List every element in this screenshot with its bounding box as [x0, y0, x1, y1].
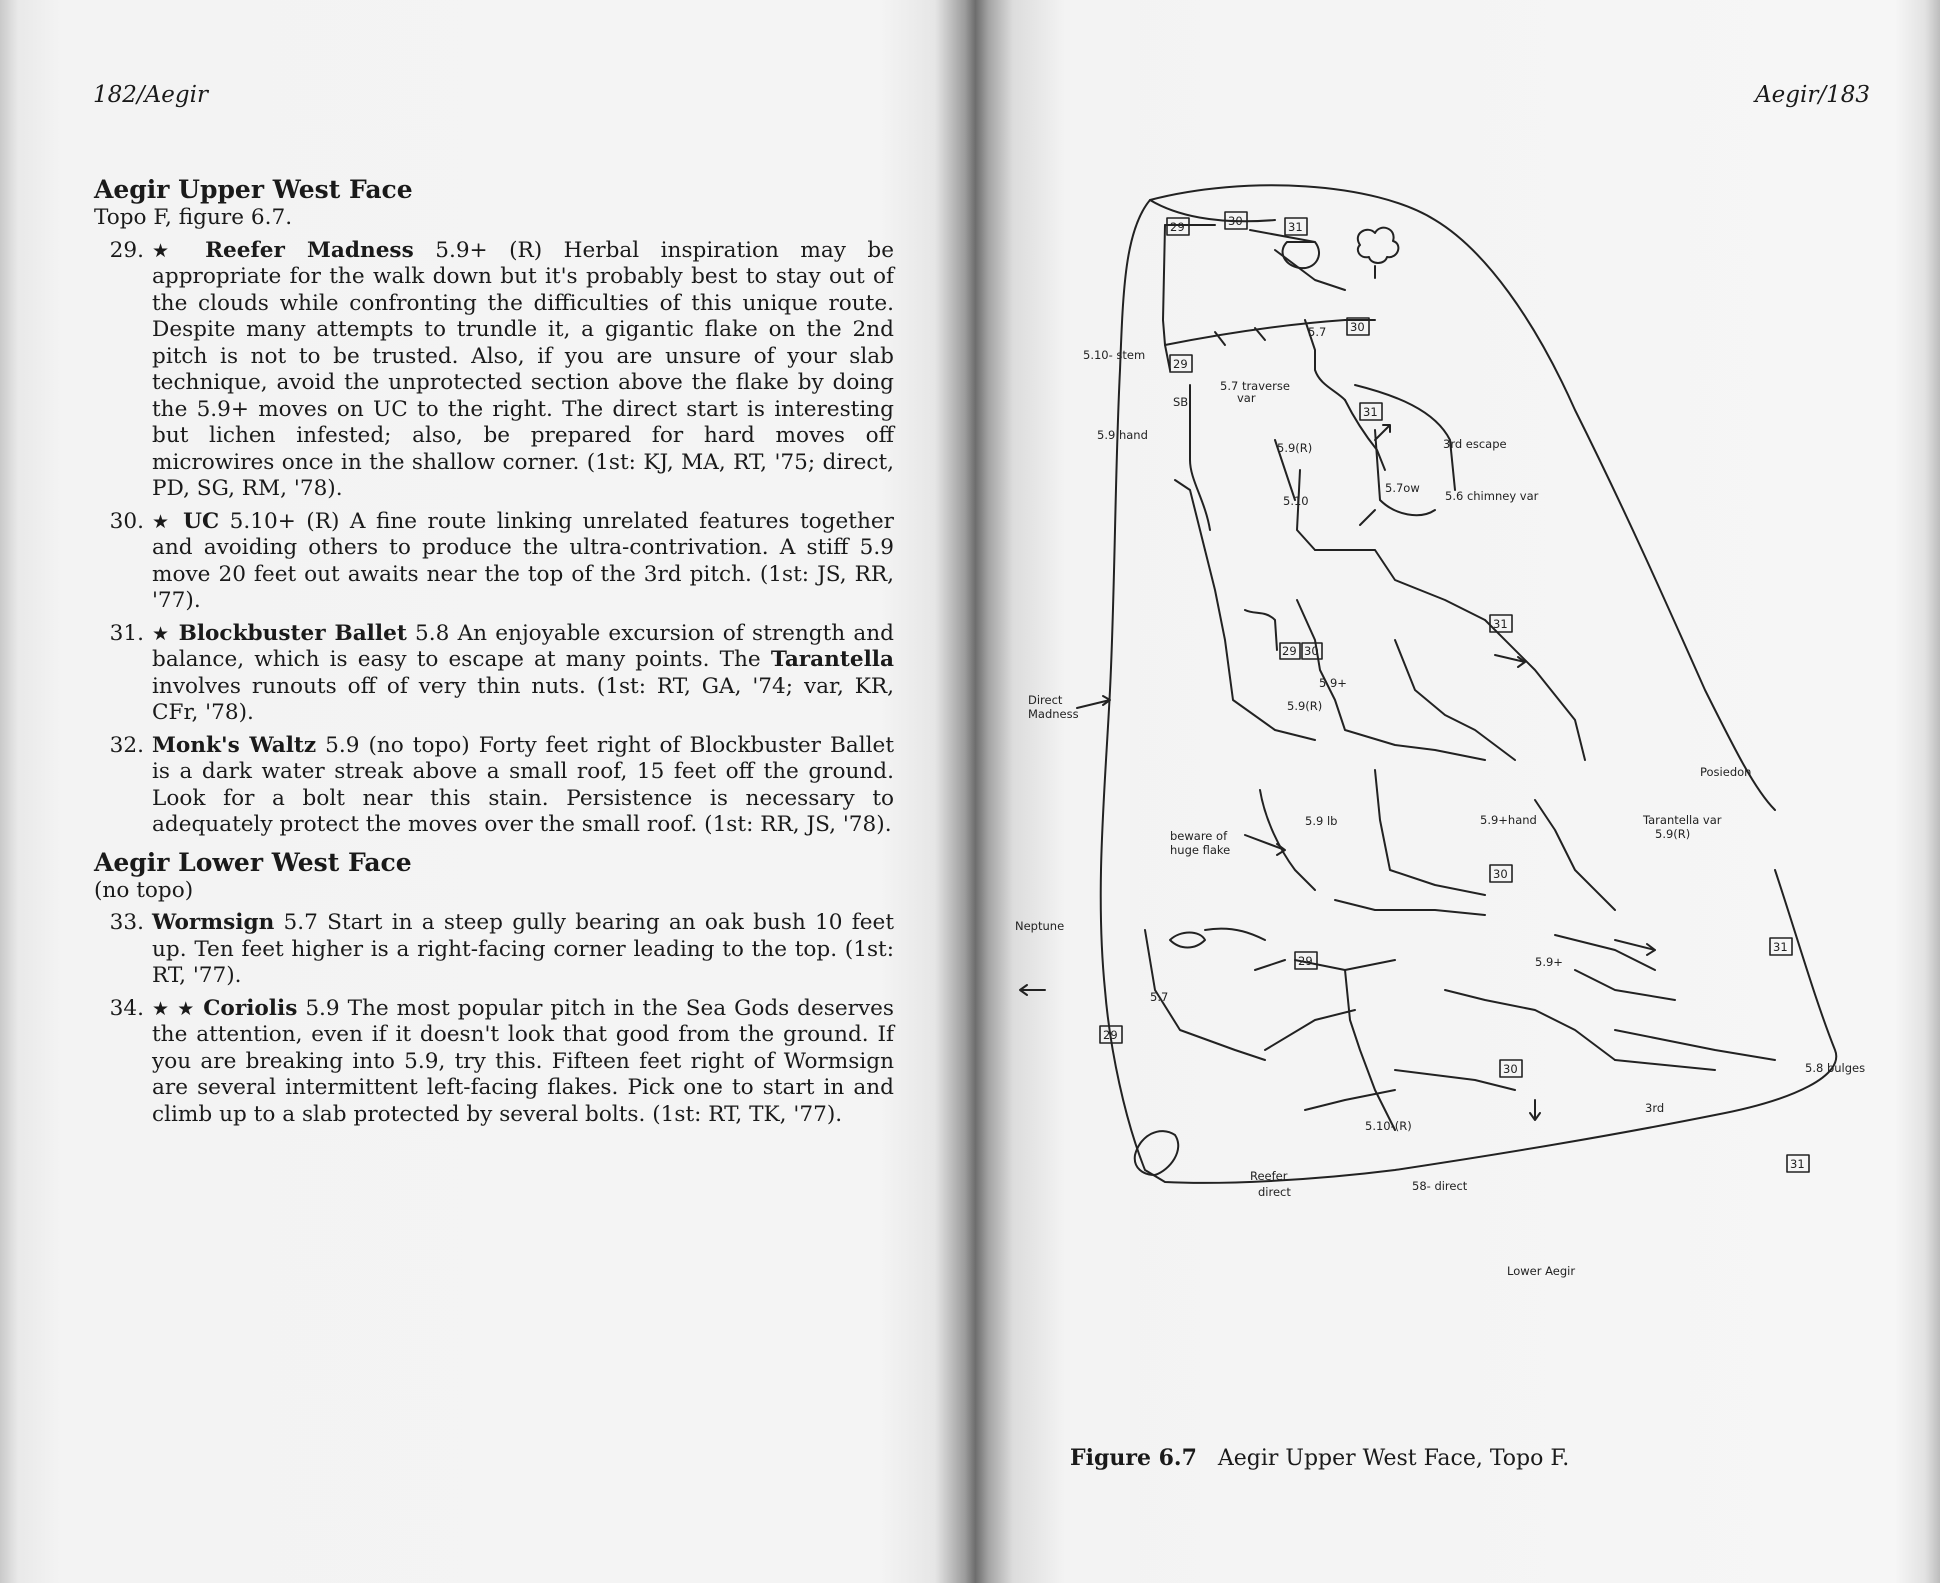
- pitch-number: 30: [1503, 1062, 1518, 1076]
- route-number: 31.: [109, 620, 144, 646]
- route-description-cont: involves runouts off of very thin nuts. (1st: RT, GA, '74; var, KR, CFr, '78).: [152, 673, 894, 725]
- topo-label: SB: [1173, 395, 1189, 409]
- pitch-box: [1500, 1060, 1522, 1077]
- pitch-box: [1295, 952, 1317, 969]
- pitch-number: 31: [1773, 940, 1788, 954]
- route-name: Blockbuster Ballet: [178, 620, 407, 646]
- route-entry: [94, 733, 894, 839]
- topo-label: direct: [1258, 1185, 1291, 1199]
- topo-label: 5.9+hand: [1480, 813, 1537, 827]
- pitch-number: 29: [1282, 644, 1297, 658]
- right-running-head: Aegir/183: [1755, 82, 1870, 108]
- route-name: Monk's Waltz: [152, 732, 317, 758]
- topo-label: Reefer: [1250, 1169, 1288, 1183]
- route-line: [1265, 1010, 1355, 1050]
- topo-label: 5.9+: [1319, 676, 1347, 690]
- route-line: [1615, 1030, 1775, 1070]
- section-title-upper: Aegir Upper West Face: [94, 175, 413, 204]
- topo-label: Neptune: [1015, 919, 1065, 933]
- topo-label: huge flake: [1170, 843, 1231, 857]
- topo-label: 5.9(R): [1655, 827, 1691, 841]
- arrow-icon: [1530, 1100, 1540, 1120]
- pitch-number: 31: [1790, 1157, 1805, 1171]
- route-entry: [94, 910, 894, 990]
- pitch-number: 31: [1288, 220, 1303, 234]
- route-grade: 5.9+ (R): [435, 237, 543, 263]
- route-line: [1555, 935, 1675, 1000]
- route-number: 29.: [109, 237, 144, 263]
- ledge: [1275, 250, 1345, 290]
- route-line: [1375, 430, 1435, 515]
- route-line: [1305, 1090, 1395, 1110]
- topo-label: 5.9(R): [1277, 441, 1313, 455]
- arrow-icon: [1360, 510, 1375, 525]
- pitch-number: 29: [1173, 357, 1188, 371]
- topo-label: 5.10-(R): [1365, 1119, 1412, 1133]
- topo-label: Direct: [1028, 693, 1063, 707]
- route-number: 30.: [109, 508, 144, 534]
- route-number: 32.: [109, 732, 144, 758]
- topo-label: Lower Aegir: [1507, 1264, 1576, 1278]
- pitch-box: [1280, 643, 1300, 659]
- section-subtitle-lower: (no topo): [94, 877, 194, 903]
- arrow-icon: [1020, 985, 1045, 995]
- route-grade: 5.9 (no topo): [325, 732, 470, 758]
- pitch-number: 30: [1350, 320, 1365, 334]
- section-title-lower: Aegir Lower West Face: [94, 847, 412, 877]
- route-description: An enjoyable excursion of strength and balance, which is easy to escape at many points. The: [152, 620, 894, 672]
- route-grade: 5.7: [283, 910, 318, 935]
- topo-label: Tarantella var: [1643, 813, 1722, 827]
- pitch-number: 30: [1304, 644, 1319, 658]
- topo-label: 3rd escape: [1443, 437, 1507, 451]
- route-body: [152, 733, 894, 839]
- pitch-box: [1170, 355, 1192, 372]
- route-grade: 5.9: [305, 995, 340, 1021]
- arrow-icon: [1245, 835, 1285, 855]
- face-outline: [1101, 185, 1837, 1183]
- route-description: Forty feet right of Blockbuster Ballet is a dark water streak above a small roof, 15 feet off the ground. Look for a bolt near this stain. Persistence is necessary to adequately protect the moves over the small roof. (1st: RR, JS, '78).: [152, 732, 894, 837]
- topo-label: 5.6 chimney var: [1445, 489, 1539, 503]
- topo-label: 5.10: [1283, 494, 1309, 508]
- route-line: [1255, 960, 1395, 970]
- arrow-icon: [1375, 425, 1390, 440]
- right-page: [975, 0, 1940, 1583]
- route-line: [1260, 790, 1315, 890]
- figure-caption-text: Aegir Upper West Face, Topo F.: [1217, 1446, 1570, 1471]
- pitch-box: [1490, 615, 1512, 632]
- topo-label: Madness: [1028, 707, 1079, 721]
- figure-caption: [1070, 1445, 1569, 1471]
- left-running-head: 182/Aegir: [93, 82, 208, 108]
- route-description: A fine route linking unrelated features together and avoiding others to produce the ultra-contrivation. A stiff 5.9 move 20 feet out awaits near the top of the 3rd pitch. (1st: JS, RR, '77).: [152, 508, 894, 613]
- route-entry: [94, 996, 894, 1129]
- star-rating: ★: [152, 622, 171, 645]
- pitch-box: [1100, 1026, 1122, 1043]
- route-line: [1395, 640, 1515, 760]
- route-body: [152, 996, 894, 1129]
- route-line: [1345, 970, 1395, 1130]
- pitch-box: [1787, 1155, 1809, 1172]
- section-subtitle-upper: Topo F, figure 6.7.: [94, 205, 293, 230]
- pitch-box: [1302, 643, 1322, 659]
- route-entry: [94, 238, 894, 503]
- route-name: UC: [183, 508, 220, 534]
- topo-label: 5.10- stem: [1083, 348, 1146, 362]
- pitch-box: [1167, 218, 1189, 235]
- route-line: [1335, 900, 1485, 915]
- route-entry: [94, 509, 894, 615]
- route-name: Wormsign: [152, 910, 275, 935]
- route-grade: 5.8: [415, 620, 450, 646]
- route-grade: 5.10+ (R): [229, 508, 340, 534]
- arrow-icon: [1077, 696, 1110, 708]
- topo-label: Posiedon: [1700, 765, 1752, 779]
- figure-number: Figure 6.7: [1070, 1445, 1197, 1471]
- topo-label: 5.9 lb: [1305, 814, 1338, 828]
- route-line: [1190, 385, 1210, 530]
- pitch-number: 31: [1493, 617, 1508, 631]
- topo-label: var: [1237, 391, 1256, 405]
- route-line: [1175, 480, 1205, 550]
- pitch-box: [1285, 218, 1307, 235]
- route-line: [1375, 770, 1485, 895]
- boulder: [1135, 1131, 1178, 1175]
- star-rating: ★: [152, 239, 184, 262]
- route-name: Reefer Madness: [205, 237, 414, 263]
- pitch-number: 30: [1228, 214, 1243, 228]
- topo-label: 5.7: [1308, 325, 1327, 339]
- topo-label: 5.8 bulges: [1805, 1061, 1866, 1075]
- route-description: Herbal inspiration may be appropriate for the walk down but it's probably best to stay out of the clouds while confronting the difficulties of this unique route. Despite many attempts to trundle it, a gigantic flake on the 2nd pitch is not to be trusted. Also, if you are unsure of your slab technique, avoid the unprotected section above the flake by doing the 5.9+ moves on UC to the right. The direct start is interesting but lichen infested; also, be prepared for hard moves off microwires once in the shallow corner. (1st: KJ, MA, RT, '75; direct, PD, SG, RM, '78).: [152, 237, 895, 501]
- pitch-box: [1490, 865, 1512, 882]
- topo-label: 5.7: [1150, 990, 1169, 1004]
- route-line: [1535, 800, 1615, 910]
- route-line: [1245, 610, 1277, 650]
- star-rating: ★: [152, 510, 173, 533]
- topo-label: 5.9(R): [1287, 699, 1323, 713]
- route-body: [152, 238, 894, 503]
- route-text: [94, 175, 894, 1134]
- pitch-box: [1360, 403, 1382, 420]
- pitch-number: 29: [1170, 220, 1185, 234]
- route-body: [152, 910, 894, 990]
- pitch-number: 31: [1363, 405, 1378, 419]
- route-body: [152, 509, 894, 615]
- topo-drawing: [1015, 170, 1905, 1350]
- route-number: 34.: [109, 995, 144, 1021]
- pitch-number: 30: [1493, 867, 1508, 881]
- topo-label: 5.9+: [1535, 955, 1563, 969]
- route-line: [1445, 990, 1615, 1060]
- star-rating: ★ ★: [152, 997, 196, 1020]
- route-description: Start in a steep gully bearing an oak bush 10 feet up. Ten feet higher is a right-facing corner leading to the top. (1st: RT, '77).: [152, 910, 895, 988]
- route-number: 33.: [109, 910, 144, 935]
- route-entry: [94, 621, 894, 727]
- pitch-number: 29: [1298, 954, 1313, 968]
- route-name: Coriolis: [203, 995, 298, 1021]
- variation-name: Tarantella: [770, 647, 894, 672]
- topo-label: 5.9 hand: [1097, 428, 1148, 442]
- route-line: [1315, 550, 1485, 620]
- topo-label: 5.7 traverse: [1220, 379, 1290, 393]
- topo-label: 3rd: [1645, 1101, 1665, 1115]
- topo-label: 5.7ow: [1385, 481, 1420, 495]
- topo-label: beware of: [1170, 829, 1228, 843]
- route-line: [1163, 225, 1375, 345]
- route-body: [152, 621, 894, 727]
- pitch-box: [1770, 938, 1792, 955]
- tree-icon: [1358, 228, 1399, 278]
- route-line: [1395, 1070, 1515, 1090]
- route-line: [1355, 385, 1455, 490]
- topo-figure: [1015, 170, 1905, 1350]
- topo-label: 58- direct: [1412, 1179, 1468, 1193]
- route-line: [1485, 620, 1585, 760]
- route-line: [1170, 929, 1265, 948]
- route-description: The most popular pitch in the Sea Gods deserves the attention, even if it doesn't look that good from the ground. If you are breaking into 5.9, try this. Fifteen feet right of Wormsign are several intermittent left-facing flakes. Pick one to start in and climb up to a slab protected by several bolts. (1st: RT, TK, '77).: [152, 995, 895, 1127]
- pitch-number: 29: [1103, 1028, 1118, 1042]
